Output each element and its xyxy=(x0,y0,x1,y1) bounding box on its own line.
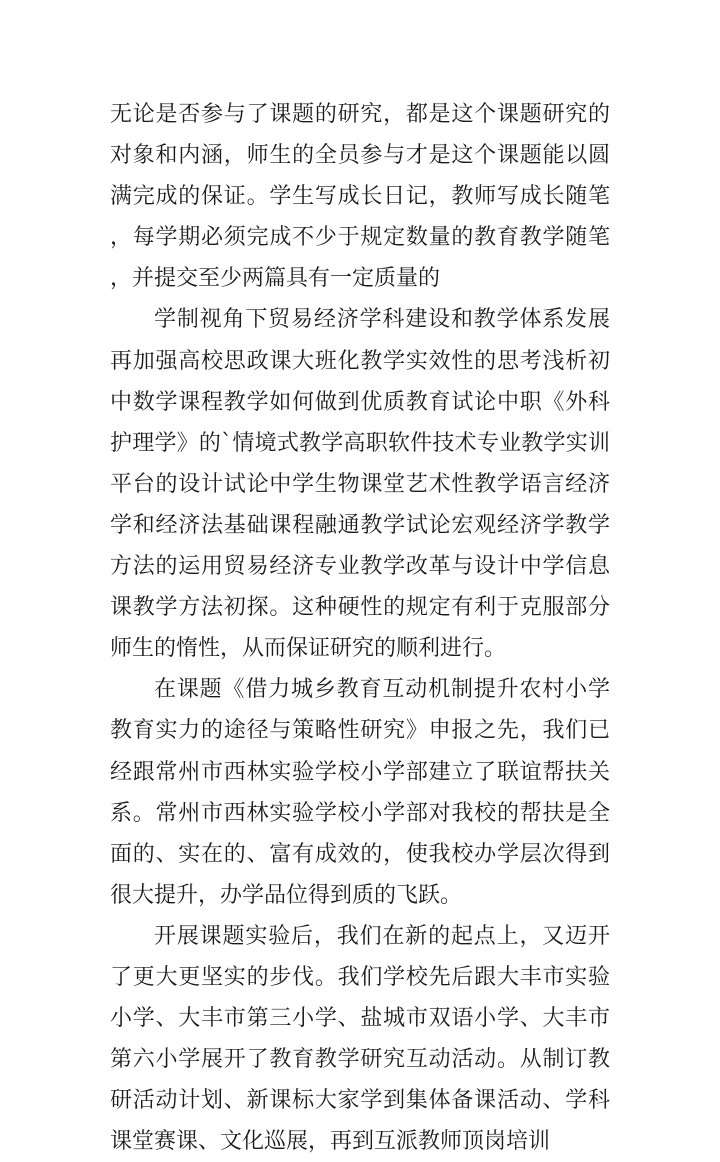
paragraph-4: 开展课题实验后，我们在新的起点上，又迈开了更大更坚实的步伐。我们学校先后跟大丰市实验小学、大丰市第三小学、盐城市双语小学、大丰市第六小学展开了教育教学研究互动活动。从制订教研活动计划、新课标大家学到集体备课活动、学科课堂赛课、文化巡展，再到互派教师顶岗培训 xyxy=(110,923,610,1155)
document-body xyxy=(110,94,610,1162)
paragraph-2: 学制视角下贸易经济学科建设和教学体系发展再加强高校思政课大班化教学实效性的思考浅析初中数学课程教学如何做到优质教育试论中职《外科护理学》的`情境式教学高职软件技术专业教学实训平台的设计试论中学生物课堂艺术性教学语言经济学和经济法基础课程融通教学试论宏观经济学教学方法的运用贸易经济专业教学改革与设计中学信息课教学方法初探。这种硬性的规定有利于克服部分师生的惰性，从而保证研究的顺利进行。 xyxy=(110,307,610,662)
paragraph-1: 无论是否参与了课题的研究，都是这个课题研究的对象和内涵，师生的全员参与才是这个课题能以圆满完成的保证。学生写成长日记，教师写成长随笔，每学期必须完成不少于规定数量的教育教学随笔，并提交至少两篇具有一定质量的 xyxy=(110,102,610,292)
paragraph-3: 在课题《借力城乡教育互动机制提升农村小学教育实力的途径与策略性研究》申报之先，我们已经跟常州市西林实验学校小学部建立了联谊帮扶关系。常州市西林实验学校小学部对我校的帮扶是全面的、实在的、富有成效的，使我校办学层次得到很大提升，办学品位得到质的飞跃。 xyxy=(110,677,610,908)
